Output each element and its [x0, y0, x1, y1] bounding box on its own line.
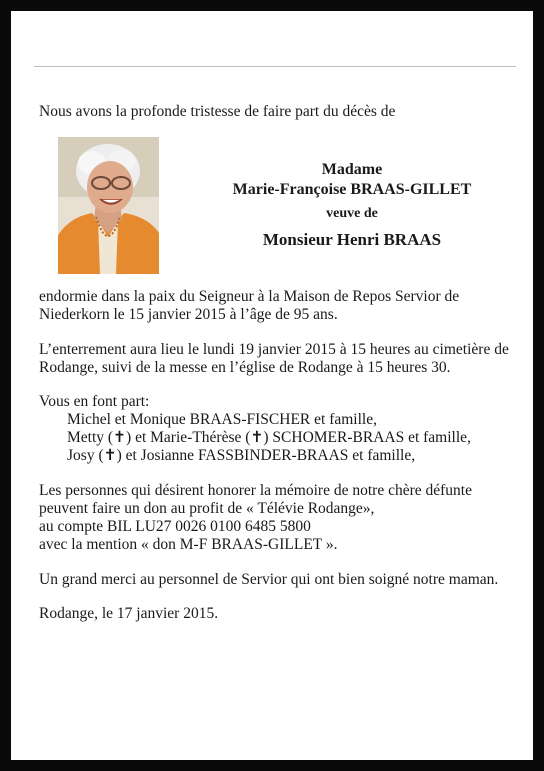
honorific: Madame: [321, 161, 383, 178]
intro-text: Nous avons la profonde tristesse de faire part du décès de: [39, 103, 396, 120]
place-date: Rodange, le 17 janvier 2015.: [39, 605, 219, 622]
donation-text-line-1: Les personnes qui désirent honorer la mémoire de notre chère défunte: [39, 482, 472, 499]
funeral-text-line-2: Rodange, suivi de la messe en l’église de Rodange à 15 heures 30.: [39, 359, 451, 376]
family-intro: Vous en font part:: [39, 393, 150, 410]
donation-text-line-2: peuvent faire un don au profit de « Télévie Rodange»,: [39, 500, 375, 517]
donation-mention: avec la mention « don M-F BRAAS-GILLET ».: [39, 536, 338, 553]
top-divider: [34, 66, 516, 67]
husband-name: Monsieur Henri BRAAS: [262, 230, 442, 249]
thanks-text: Un grand merci au personnel de Servior qui ont bien soigné notre maman.: [39, 571, 499, 588]
deceased-name: Marie-Françoise BRAAS-GILLET: [232, 181, 472, 198]
portrait-photo: [58, 137, 159, 274]
donation-account: au compte BIL LU27 0026 0100 6485 5800: [39, 518, 311, 535]
funeral-text-line-1: L’enterrement aura lieu le lundi 19 janvier 2015 à 15 heures au cimetière de: [39, 341, 509, 358]
family-line: Michel et Monique BRAAS-FISCHER et famille,: [67, 411, 377, 428]
family-line: Josy (✝) et Josianne FASSBINDER-BRAAS et famille,: [67, 447, 416, 464]
widow-of-label: veuve de: [326, 206, 378, 221]
obituary-page: [11, 11, 533, 760]
death-text-line-1: endormie dans la paix du Seigneur à la Maison de Repos Servior de: [39, 288, 460, 305]
family-line: Metty (✝) et Marie-Thérèse (✝) SCHOMER-BRAAS et famille,: [67, 429, 471, 446]
death-text-line-2: Niederkorn le 15 janvier 2015 à l’âge de 95 ans.: [39, 306, 338, 323]
